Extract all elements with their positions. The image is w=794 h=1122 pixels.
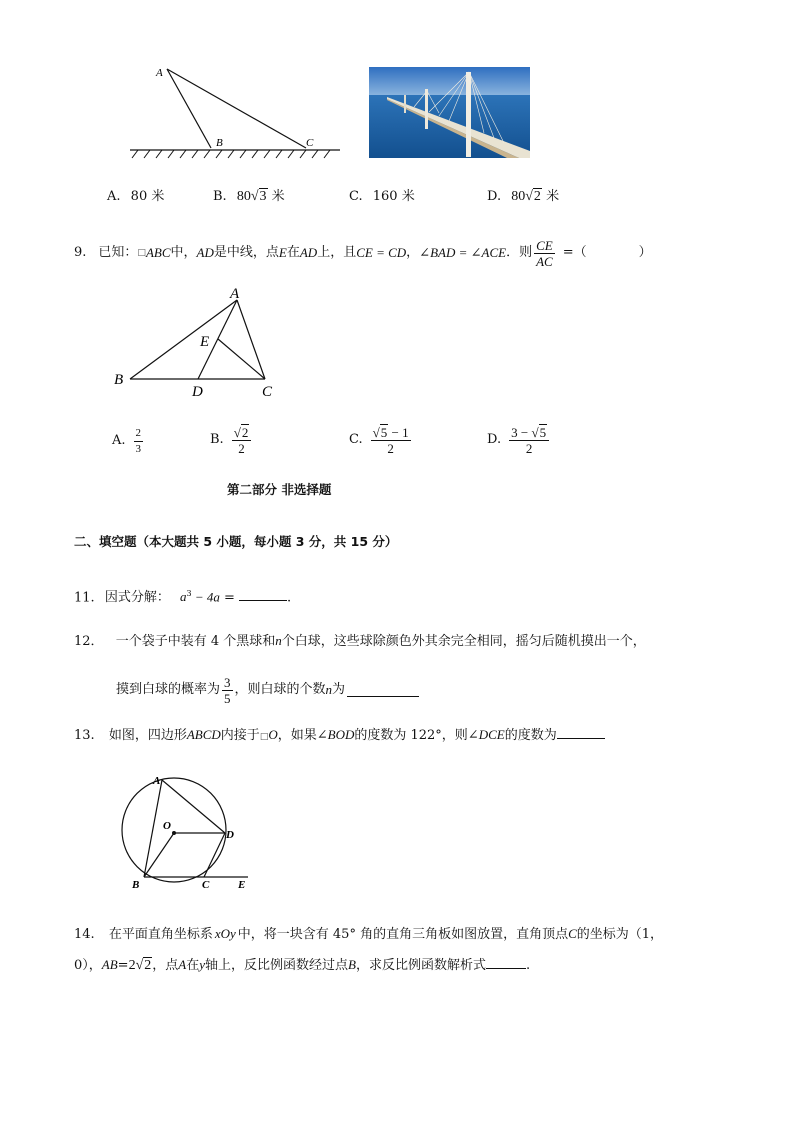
q9-option-b-numerator: √2 bbox=[232, 425, 252, 441]
q8-option-a-text: 80 米 bbox=[130, 189, 165, 204]
q12-text-2: 个白球，这些球除颜色外其余完全相同，摇匀后随机摸出一个， bbox=[281, 634, 646, 649]
q9-text-5: ．则 bbox=[506, 245, 533, 260]
bridge-photo bbox=[369, 67, 530, 158]
q11-var-a-2: a bbox=[213, 589, 220, 605]
q9-option-b-fraction bbox=[232, 425, 252, 456]
q9-number: 9. bbox=[74, 245, 87, 260]
q11-end: . bbox=[287, 590, 292, 606]
q9-e: E bbox=[278, 245, 287, 260]
q8-label-c: C bbox=[306, 137, 314, 149]
q13-dce: DCE bbox=[478, 727, 505, 742]
q12-text-4: ，则白球的个数 bbox=[234, 682, 326, 697]
q9-option-c-fraction bbox=[371, 425, 411, 456]
q8-option-d[interactable] bbox=[487, 188, 559, 206]
q12-n-2: n bbox=[325, 682, 333, 697]
q14-text-6: 在 bbox=[186, 958, 200, 973]
q13-bod: BOD bbox=[327, 727, 355, 742]
q9-abc: ABC bbox=[145, 245, 171, 260]
q13-number: 13. bbox=[74, 728, 95, 743]
q14-text-1: 在平面直角坐标系 bbox=[108, 927, 213, 942]
q11-minus: − 4 bbox=[191, 589, 214, 605]
q11-answer-blank[interactable] bbox=[239, 600, 287, 601]
q12-fraction-numerator: 3 bbox=[224, 674, 231, 690]
q13-circle-symbol: □ bbox=[259, 732, 269, 742]
q9-condition-2: ∠BAD = ∠ACE bbox=[419, 245, 507, 260]
q13-text-1: 如图，四边形 bbox=[108, 728, 187, 743]
q13-stem bbox=[74, 726, 605, 746]
q8-triangle-figure bbox=[120, 60, 350, 160]
q14-coefficient: 2 bbox=[128, 958, 136, 973]
q8-option-c-text: 160 米 bbox=[372, 189, 415, 204]
q11-text: 因式分解： bbox=[104, 590, 170, 606]
q8-label-a: A bbox=[156, 67, 163, 79]
q8-option-d-label: D. bbox=[487, 189, 502, 204]
q9-option-d-denominator: 2 bbox=[525, 440, 533, 456]
q9-option-a-fraction bbox=[134, 426, 144, 457]
q9-triangle-symbol: □ bbox=[137, 248, 146, 258]
q12-probability-fraction bbox=[222, 675, 233, 706]
q14-end: . bbox=[526, 958, 531, 973]
q9-separator: ， bbox=[406, 245, 420, 260]
q11-stem bbox=[74, 585, 291, 607]
q9-triangle-figure bbox=[110, 280, 290, 400]
q14-a: A bbox=[178, 957, 187, 972]
q14-text-8: ，求反比例函数解析式 bbox=[356, 958, 487, 973]
q9-intro: 已知： bbox=[98, 245, 138, 260]
q9-option-d-fraction bbox=[509, 425, 549, 456]
part-two-title: 第二部分 非选择题 bbox=[227, 482, 332, 497]
q12-line-1 bbox=[74, 632, 646, 651]
q9-option-d-numerator: 3 − √5 bbox=[509, 425, 549, 441]
q9-ad-1: AD bbox=[196, 245, 214, 260]
q9-text-2: 是中线，点 bbox=[213, 245, 279, 260]
q13-label-a: A bbox=[153, 775, 161, 787]
q11-exponent: 3 bbox=[186, 589, 192, 598]
q9-option-a-numerator: 2 bbox=[134, 426, 144, 442]
q12-n: n bbox=[275, 633, 282, 648]
q13-o: O bbox=[268, 727, 278, 742]
q9-label-e: E bbox=[200, 334, 210, 350]
q14-answer-blank[interactable] bbox=[486, 968, 526, 969]
q14-number: 14. bbox=[74, 927, 95, 942]
q13-text-3: ，如果∠ bbox=[277, 728, 328, 743]
q8-option-b-label: B. bbox=[213, 189, 227, 204]
q8-option-c[interactable] bbox=[349, 188, 415, 206]
q14-text-3: 的坐标为（1， bbox=[576, 927, 664, 942]
q14-text-2: 中，将一块含有 45° 角的直角三角板如图放置，直角顶点 bbox=[237, 927, 569, 942]
q12-number: 12． bbox=[74, 634, 104, 649]
q14-xoy: xOy bbox=[214, 926, 236, 941]
q12-answer-blank[interactable] bbox=[347, 696, 419, 697]
q14-line-1 bbox=[74, 925, 663, 944]
q14-text-7: 轴上，反比例函数经过点 bbox=[205, 958, 349, 973]
q9-option-a-label: A. bbox=[112, 433, 126, 448]
q11-var-a: a bbox=[179, 589, 187, 605]
q9-option-c-numerator: √5 − 1 bbox=[372, 424, 409, 440]
q8-option-a-label: A. bbox=[107, 189, 121, 204]
q9-option-c[interactable] bbox=[349, 421, 413, 459]
q13-answer-blank[interactable] bbox=[557, 738, 605, 739]
q8-option-a[interactable] bbox=[107, 188, 164, 206]
q9-label-d: D bbox=[192, 384, 203, 400]
q9-stem bbox=[74, 236, 652, 270]
q14-text-5: ，点 bbox=[152, 958, 179, 973]
q9-label-a: A bbox=[230, 286, 240, 302]
q13-text-4: 的度数为 122°，则∠ bbox=[354, 728, 479, 743]
q12-text-3: 摸到白球的概率为 bbox=[116, 682, 221, 697]
q12-text-1: 一个袋子中装有 4 个黑球和 bbox=[115, 634, 276, 649]
q9-tail: =（ bbox=[562, 245, 587, 260]
q13-text-2: 内接于 bbox=[220, 728, 260, 743]
q9-text-4: 上，且 bbox=[317, 245, 357, 260]
q9-label-c: C bbox=[262, 384, 273, 400]
q8-option-b-radical: √3 bbox=[250, 189, 267, 204]
q14-b: B bbox=[348, 957, 356, 972]
q8-option-c-label: C. bbox=[349, 189, 363, 204]
q8-option-b[interactable] bbox=[213, 188, 285, 206]
q12-fraction-denominator: 5 bbox=[224, 690, 231, 706]
q9-ratio-fraction bbox=[534, 238, 555, 269]
q9-ad-2: AD bbox=[299, 245, 318, 260]
q12-line-2 bbox=[116, 671, 419, 709]
q9-text-3: 在 bbox=[286, 245, 300, 260]
q13-label-d: D bbox=[226, 829, 234, 841]
q13-label-c: C bbox=[202, 879, 210, 891]
q9-text-1: 中， bbox=[170, 245, 197, 260]
q9-option-d[interactable] bbox=[487, 421, 551, 459]
q9-option-c-denominator: 2 bbox=[387, 440, 394, 456]
q14-c: C bbox=[568, 926, 577, 941]
q13-circle-figure bbox=[115, 768, 265, 894]
q8-option-d-unit: 米 bbox=[546, 189, 560, 204]
q9-option-a[interactable] bbox=[112, 424, 145, 458]
q13-abcd: ABCD bbox=[186, 727, 221, 742]
q11-equals: = bbox=[219, 590, 240, 606]
q14-radical: √2 bbox=[135, 958, 152, 973]
q9-option-a-denominator: 3 bbox=[135, 442, 142, 455]
q9-ratio-numerator: CE bbox=[536, 237, 553, 253]
q13-label-e: E bbox=[238, 879, 246, 891]
q9-option-b-label: B. bbox=[210, 432, 224, 447]
q9-option-b-denominator: 2 bbox=[238, 440, 245, 456]
q11-number: 11. bbox=[74, 590, 95, 606]
q13-text-5: 的度数为 bbox=[504, 728, 557, 743]
q9-ratio-denominator: AC bbox=[536, 253, 553, 269]
q14-text-4: 0）， bbox=[74, 958, 102, 973]
q8-option-d-radical: √2 bbox=[525, 189, 541, 204]
q9-option-c-label: C. bbox=[349, 432, 363, 447]
q13-label-o: O bbox=[163, 820, 171, 832]
q8-option-d-number: 80 bbox=[511, 189, 526, 204]
q8-option-b-unit: 米 bbox=[271, 189, 285, 204]
q13-label-b: B bbox=[132, 879, 140, 891]
q9-condition-1: CE = CD bbox=[356, 245, 407, 260]
q8-option-b-number: 80 bbox=[236, 189, 251, 204]
q9-label-b: B bbox=[114, 372, 124, 388]
q12-text-5: 为 bbox=[332, 682, 346, 697]
section-fill-in-title: 二、填空题（本大题共 5 小题，每小题 3 分，共 15 分） bbox=[74, 534, 398, 549]
q8-label-b: B bbox=[216, 137, 223, 149]
q9-option-d-label: D. bbox=[487, 432, 502, 447]
q14-ab: AB bbox=[101, 957, 118, 972]
q14-y: y bbox=[199, 957, 206, 972]
q9-option-b[interactable] bbox=[210, 421, 253, 459]
q14-equals: = bbox=[117, 958, 129, 973]
q9-close-paren: ） bbox=[638, 245, 652, 260]
q14-line-2 bbox=[74, 956, 530, 975]
